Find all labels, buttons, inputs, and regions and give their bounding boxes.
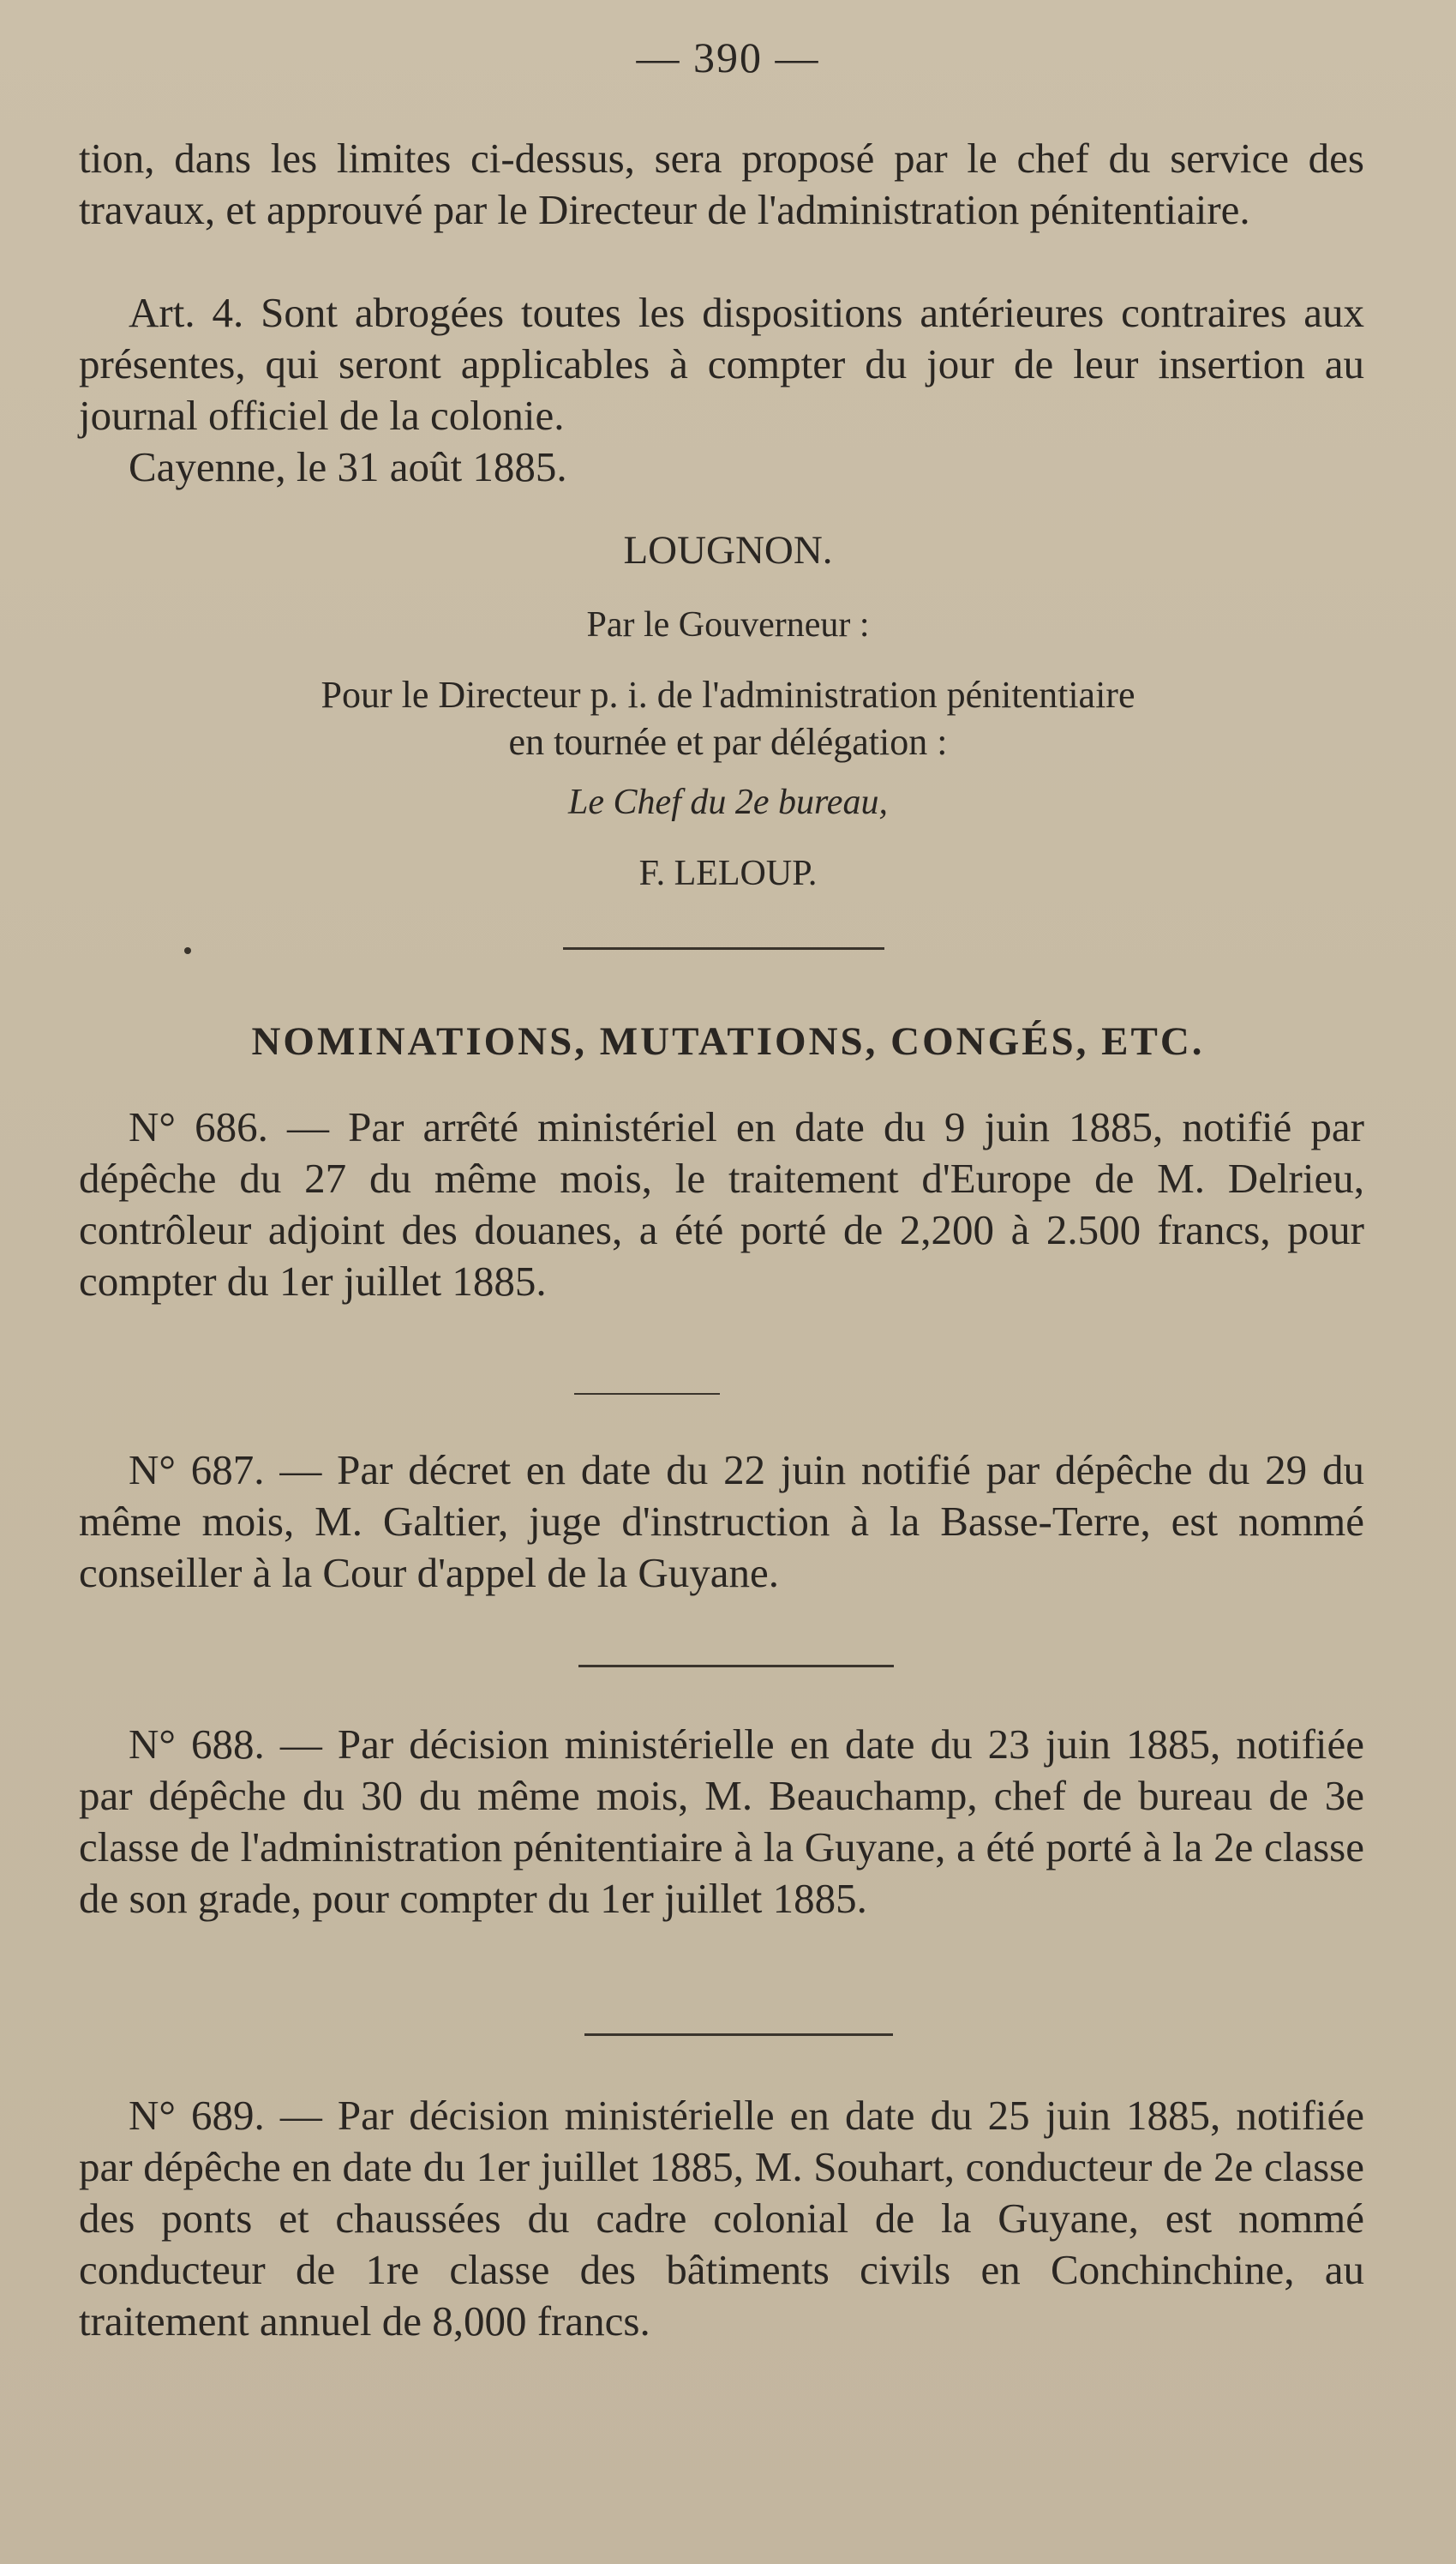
signature-line-delegation: en tournée et par délégation : (508, 721, 948, 763)
place-date: Cayenne, le 31 août 1885. (129, 443, 567, 490)
intro-paragraph-article-4: Art. 4. Sont abrogées toutes les dispositions antérieures contraires aux présentes, qui seront applicables à compter du jour de leur insertion au journal officiel de la colonie. (79, 289, 1364, 439)
entry-689: N° 689. — Par décision ministérielle en date du 25 juin 1885, notifiée par dépêche en date du 1er juillet 1885, M. Souhart, conducteur de 2e classe des ponts et chaussées du cadre colonial de la Guyane, est nommé conducteur de 1re classe des bâtiments civils en Conchinchine, au traitement annuel de 8,000 francs. (79, 2092, 1364, 2345)
entry-688: N° 688. — Par décision ministérielle en date du 23 juin 1885, notifiée par dépêche du 30 du même mois, M. Beauchamp, chef de bureau de 3e classe de l'administration pénitentiaire à la Guyane, a été porté à la 2e classe de son grade, pour compter du 1er juillet 1885. (79, 1720, 1364, 1922)
section-heading: NOMINATIONS, MUTATIONS, CONGÉS, ETC. (251, 1019, 1205, 1064)
stray-dot (184, 947, 191, 954)
entry-686: N° 686. — Par arrêté ministériel en date du 9 juin 1885, notifié par dépêche du 27 du même mois, le traitement d'Europe de M. Delrieu, contrôleur adjoint des douanes, a été porté de 2,200 à 2.500 francs, pour compter du 1er juillet 1885. (79, 1103, 1364, 1305)
signature-line-chief: Le Chef du 2e bureau, (568, 783, 888, 822)
page-number: — 390 — (636, 33, 820, 81)
separator-rule (584, 2033, 893, 2036)
signature-line-director: Pour le Directeur p. i. de l'administration pénitentiaire (321, 674, 1135, 716)
entry-687: N° 687. — Par décret en date du 22 juin notifié par dépêche du 29 du même mois, M. Galtier, juge d'instruction à la Basse-Terre, est nommé conseiller à la Cour d'appel de la Guyane. (79, 1446, 1364, 1596)
separator-rule (563, 947, 884, 950)
signature-line-governor: Par le Gouverneur : (586, 605, 870, 645)
separator-rule (578, 1665, 894, 1667)
signature-line-leloup: F. LELOUP. (638, 854, 818, 893)
intro-paragraph-1: tion, dans les limites ci-dessus, sera proposé par le chef du service des travaux, et approuvé par le Directeur de l'administration pénitentiaire. (79, 135, 1364, 233)
separator-rule (574, 1393, 720, 1395)
signature-name: LOUGNON. (623, 528, 833, 573)
